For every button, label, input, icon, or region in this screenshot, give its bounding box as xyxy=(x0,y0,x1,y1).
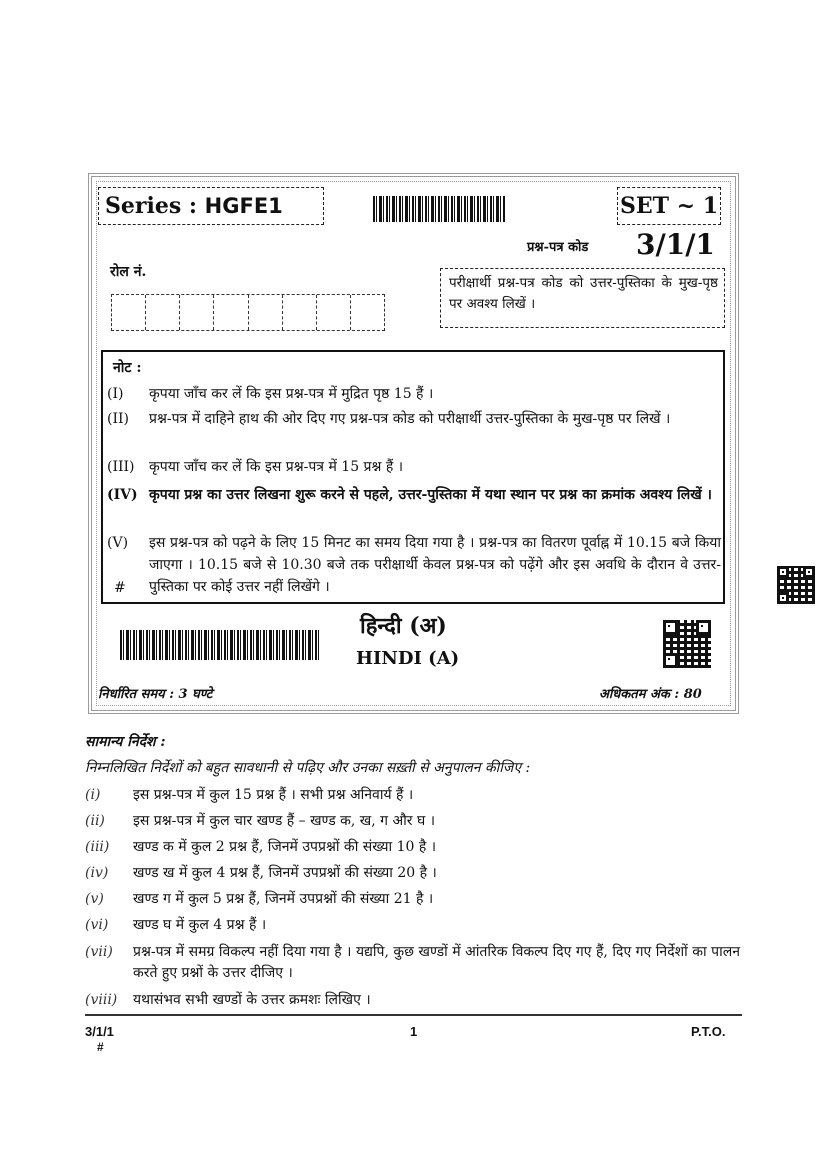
subject-qr-code xyxy=(663,620,711,668)
instruction-number: (v) xyxy=(85,891,104,907)
side-qr-code xyxy=(777,566,815,604)
note-item xyxy=(107,408,721,452)
instruction-item xyxy=(85,942,740,984)
instruction-item xyxy=(85,990,740,1011)
note-text: प्रश्न-पत्र में दाहिने हाथ की ओर दिए गए प्रश्न-पत्र कोड को परीक्षार्थी उत्तर-पुस्तिका के मुख-पृष्ठ पर लिखें । xyxy=(149,411,671,427)
series-code: HGFE1 xyxy=(204,194,283,218)
candidate-note: परीक्षार्थी प्रश्न-पत्र कोड को उत्तर-पुस्तिका के मुख-पृष्ठ पर अवश्य लिखें । xyxy=(440,268,725,328)
instruction-text: इस प्रश्न-पत्र में कुल 15 प्रश्न हैं । सभी प्रश्न अनिवार्य हैं । xyxy=(133,787,414,803)
barcode-top xyxy=(373,196,506,222)
paper-code: 3/1/1 xyxy=(636,228,715,261)
subject-title-hindi: हिन्दी (अ) xyxy=(360,613,447,639)
instruction-number: (vi) xyxy=(85,917,109,933)
hash-mark: # xyxy=(114,580,126,596)
instruction-text: इस प्रश्न-पत्र में कुल चार खण्ड हैं – खण्ड क, ख, ग और घ । xyxy=(133,813,436,829)
note-item xyxy=(107,532,721,598)
note-number: (II) xyxy=(107,411,129,427)
pto-label: P.T.O. xyxy=(691,1024,726,1039)
note-number: (V) xyxy=(107,535,129,551)
instruction-text: प्रश्न-पत्र में समग्र विकल्प नहीं दिया गया है । यद्यपि, कुछ खण्डों में आंतरिक विकल्प दिए गए हैं, दिए गए निर्देशों का पालन करते हुए प्रश्नों के उत्तर दीजिए । xyxy=(133,944,740,981)
instruction-number: (viii) xyxy=(85,992,118,1008)
series-label: Series : xyxy=(105,193,197,219)
general-instructions-title: सामान्य निर्देश : xyxy=(85,734,166,750)
instruction-number: (vii) xyxy=(85,944,113,960)
note-number: (I) xyxy=(107,386,124,402)
instruction-text: खण्ड क में कुल 2 प्रश्न हैं, जिनमें उपप्रश्नों की संख्या 10 है । xyxy=(133,839,437,855)
instruction-number: (ii) xyxy=(85,813,105,829)
subject-title-english: HINDI (A) xyxy=(356,648,460,669)
instruction-number: (iv) xyxy=(85,865,109,881)
notes-title: नोट : xyxy=(113,360,142,376)
instruction-item xyxy=(85,863,740,884)
footer-paper-code: 3/1/1 xyxy=(85,1024,114,1039)
footer-divider xyxy=(85,1014,742,1016)
note-number: (IV) xyxy=(107,487,138,503)
note-text: इस प्रश्न-पत्र को पढ़ने के लिए 15 मिनट का समय दिया गया है । प्रश्न-पत्र का वितरण पूर्वाह्न में 10.15 बजे किया जाएगा । 10.15 बजे से 10.30 बजे तक परीक्षार्थी केवल प्रश्न-पत्र को पढ़ेंगे और इस अवधि के दौरान वे उत्तर-पुस्तिका पर कोई उत्तर नहीं लिखेंगे । xyxy=(149,535,721,595)
instruction-item xyxy=(85,837,740,858)
note-text: कृपया प्रश्न का उत्तर लिखना शुरू करने से पहले, उत्तर-पुस्तिका में यथा स्थान पर प्रश्न का क्रमांक अवश्य लिखें । xyxy=(149,487,712,503)
time-allowed: निर्धारित समय : 3 घण्टे xyxy=(98,687,213,702)
instruction-item xyxy=(85,785,740,806)
instruction-text: खण्ड ख में कुल 4 प्रश्न हैं, जिनमें उपप्रश्नों की संख्या 20 है । xyxy=(133,865,437,881)
instruction-text: खण्ड घ में कुल 4 प्रश्न हैं । xyxy=(133,917,267,933)
maximum-marks: अधिकतम अंक : 80 xyxy=(599,687,702,702)
instruction-item xyxy=(85,915,740,936)
footer-hash: # xyxy=(97,1040,104,1054)
note-number: (III) xyxy=(107,459,135,475)
instruction-item xyxy=(85,889,740,910)
note-text: कृपया जाँच कर लें कि इस प्रश्न-पत्र में 15 प्रश्न हैं । xyxy=(149,459,404,475)
note-item xyxy=(107,456,721,478)
instruction-text: खण्ड ग में कुल 5 प्रश्न हैं, जिनमें उपप्रश्नों की संख्या 21 है । xyxy=(133,891,434,907)
instruction-number: (i) xyxy=(85,787,101,803)
roll-number-boxes[interactable] xyxy=(111,294,385,331)
note-item xyxy=(107,484,721,528)
set-box: SET ~ 1 xyxy=(617,187,721,225)
instruction-text: यथासंभव सभी खण्डों के उत्तर क्रमशः लिखिए । xyxy=(133,992,371,1008)
series-box xyxy=(98,187,324,225)
instruction-number: (iii) xyxy=(85,839,110,855)
page-number: 1 xyxy=(410,1024,418,1039)
general-instructions-intro: निम्नलिखित निर्देशों को बहुत सावधानी से पढ़िए और उनका सख़्ती से अनुपालन कीजिए : xyxy=(85,760,531,776)
paper-code-label: प्रश्न-पत्र कोड xyxy=(527,240,589,255)
note-text: कृपया जाँच कर लें कि इस प्रश्न-पत्र में मुद्रित पृष्ठ 15 हैं । xyxy=(149,386,434,402)
barcode-bottom xyxy=(120,630,320,660)
roll-number-label: रोल नं. xyxy=(110,264,147,280)
note-item xyxy=(107,383,721,405)
instruction-item xyxy=(85,811,740,832)
